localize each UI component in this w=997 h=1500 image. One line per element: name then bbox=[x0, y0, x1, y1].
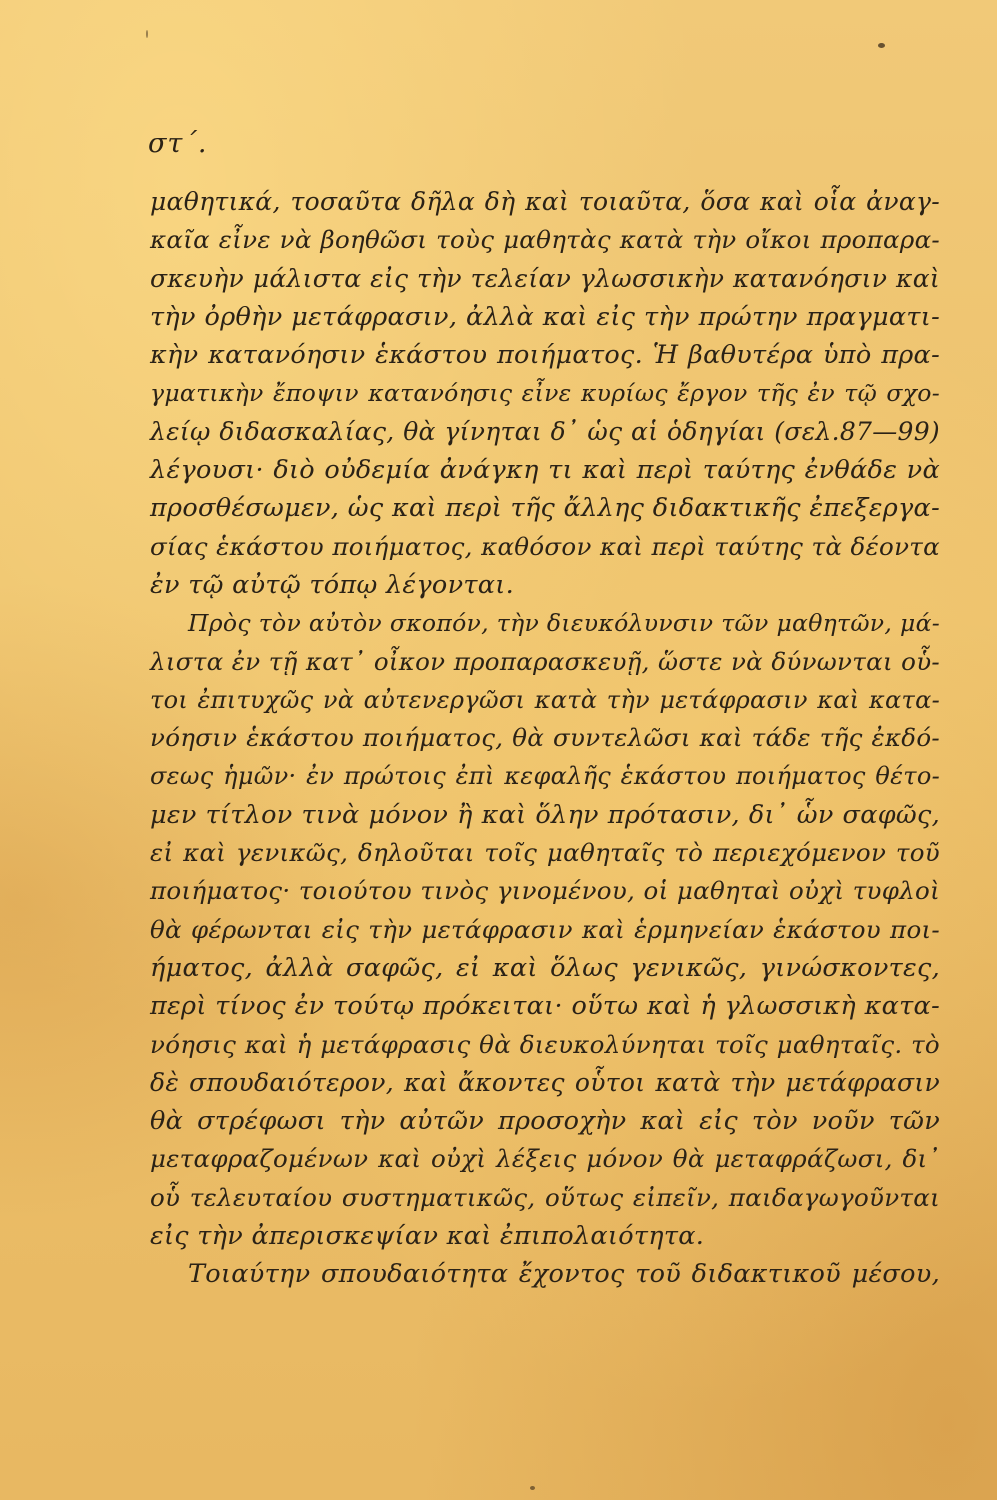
text-line: καῖα εἶνε νὰ βοηθῶσι τοὺς μαθητὰς κατὰ τὴν οἴκοι προπαρα- bbox=[150, 225, 940, 255]
text-line: θὰ φέρωνται εἰς τὴν μετάφρασιν καὶ ἑρμηνείαν ἑκάστου ποι- bbox=[150, 914, 940, 944]
text-line: δὲ σπουδαιότερον, καὶ ἄκοντες οὗτοι κατὰ τὴν μετάφρασιν bbox=[150, 1067, 940, 1097]
text-line: μαθητικά, τοσαῦτα δῆλα δὴ καὶ τοιαῦτα, ὅσα καὶ οἷα ἀναγ- bbox=[150, 187, 940, 216]
text-line: σεως ἡμῶν· ἐν πρώτοις ἐπὶ κεφαλῆς ἑκάστου ποιήματος θέτο- bbox=[150, 762, 940, 791]
ink-speck bbox=[530, 1486, 535, 1490]
text-line: λέγουσι· διὸ οὐδεμία ἀνάγκη τι καὶ περὶ ταύτης ἐνθάδε νὰ bbox=[150, 455, 940, 486]
text-line: τὴν ὀρθὴν μετάφρασιν, ἀλλὰ καὶ εἰς τὴν πρώτην πραγματι- bbox=[150, 301, 940, 332]
ink-speck bbox=[878, 43, 885, 48]
text-line: σκευὴν μάλιστα εἰς τὴν τελείαν γλωσσικὴν κατανόησιν καὶ bbox=[150, 263, 940, 293]
text-line: λείῳ διδασκαλίας, θὰ γίνηται δ᾽ ὡς αἱ ὁδηγίαι (σελ.87—99) bbox=[150, 416, 940, 446]
ink-speck bbox=[146, 30, 148, 38]
text-line: περὶ τίνος ἐν τούτῳ πρόκειται· οὕτω καὶ ἡ γλωσσικὴ κατα- bbox=[150, 991, 940, 1022]
text-line: μεν τίτλον τινὰ μόνον ἢ καὶ ὅλην πρότασιν, δι᾽ ὧν σαφῶς, bbox=[150, 799, 940, 830]
body-text bbox=[150, 183, 940, 1294]
text-line: λιστα ἐν τῇ κατ᾽ οἶκον προπαρασκευῇ, ὥστε νὰ δύνωνται οὗ- bbox=[150, 646, 940, 676]
text-line: κὴν κατανόησιν ἑκάστου ποιήματος. Ἡ βαθυτέρα ὑπὸ πρα- bbox=[150, 340, 940, 371]
text-line: σίας ἑκάστου ποιήματος, καθόσον καὶ περὶ ταύτης τὰ δέοντα bbox=[150, 531, 940, 561]
text-line: ἐν τῷ αὐτῷ τόπῳ λέγονται. bbox=[150, 569, 515, 600]
text-line: εἰ καὶ γενικῶς, δηλοῦται τοῖς μαθηταῖς τὸ περιεχόμενον τοῦ bbox=[150, 838, 940, 868]
text-line: ήματος, ἀλλὰ σαφῶς, εἰ καὶ ὅλως γενικῶς, γινώσκοντες, bbox=[150, 952, 940, 983]
text-line: τοι ἐπιτυχῶς νὰ αὐτενεργῶσι κατὰ τὴν μετάφρασιν καὶ κατα- bbox=[150, 685, 940, 714]
text-line: προσθέσωμεν, ὡς καὶ περὶ τῆς ἄλλης διδακτικῆς ἐπεξεργα- bbox=[150, 493, 940, 524]
text-line: ποιήματος· τοιούτου τινὸς γινομένου, οἱ μαθηταὶ οὐχὶ τυφλοὶ bbox=[150, 876, 940, 906]
text-line: Πρὸς τὸν αὐτὸν σκοπόν, τὴν διευκόλυνσιν τῶν μαθητῶν, μά- bbox=[188, 609, 940, 638]
text-line: νόησιν ἑκάστου ποιήματος, θὰ συντελῶσι καὶ τάδε τῆς ἐκδό- bbox=[150, 723, 940, 753]
text-line: οὗ τελευταίου συστηματικῶς, οὕτως εἰπεῖν, παιδαγωγοῦνται bbox=[150, 1182, 940, 1212]
text-line: εἰς τὴν ἀπερισκεψίαν καὶ ἐπιπολαιότητα. bbox=[150, 1221, 705, 1252]
text-line: Τοιαύτην σπουδαιότητα ἔχοντος τοῦ διδακτικοῦ μέσου, bbox=[188, 1259, 940, 1290]
text-line: νόησις καὶ ἡ μετάφρασις θὰ διευκολύνηται τοῖς μαθηταῖς. τὸ bbox=[150, 1029, 940, 1059]
text-line: γματικὴν ἔποψιν κατανόησις εἶνε κυρίως ἔργον τῆς ἐν τῷ σχο- bbox=[150, 379, 940, 408]
text-line: θὰ στρέφωσι τὴν αὐτῶν προσοχὴν καὶ εἰς τὸν νοῦν τῶν bbox=[150, 1106, 940, 1137]
text-line: μεταφραζομένων καὶ οὐχὶ λέξεις μόνον θὰ μεταφράζωσι, δι᾽ bbox=[150, 1144, 940, 1174]
page-number: στ΄. bbox=[148, 128, 208, 159]
